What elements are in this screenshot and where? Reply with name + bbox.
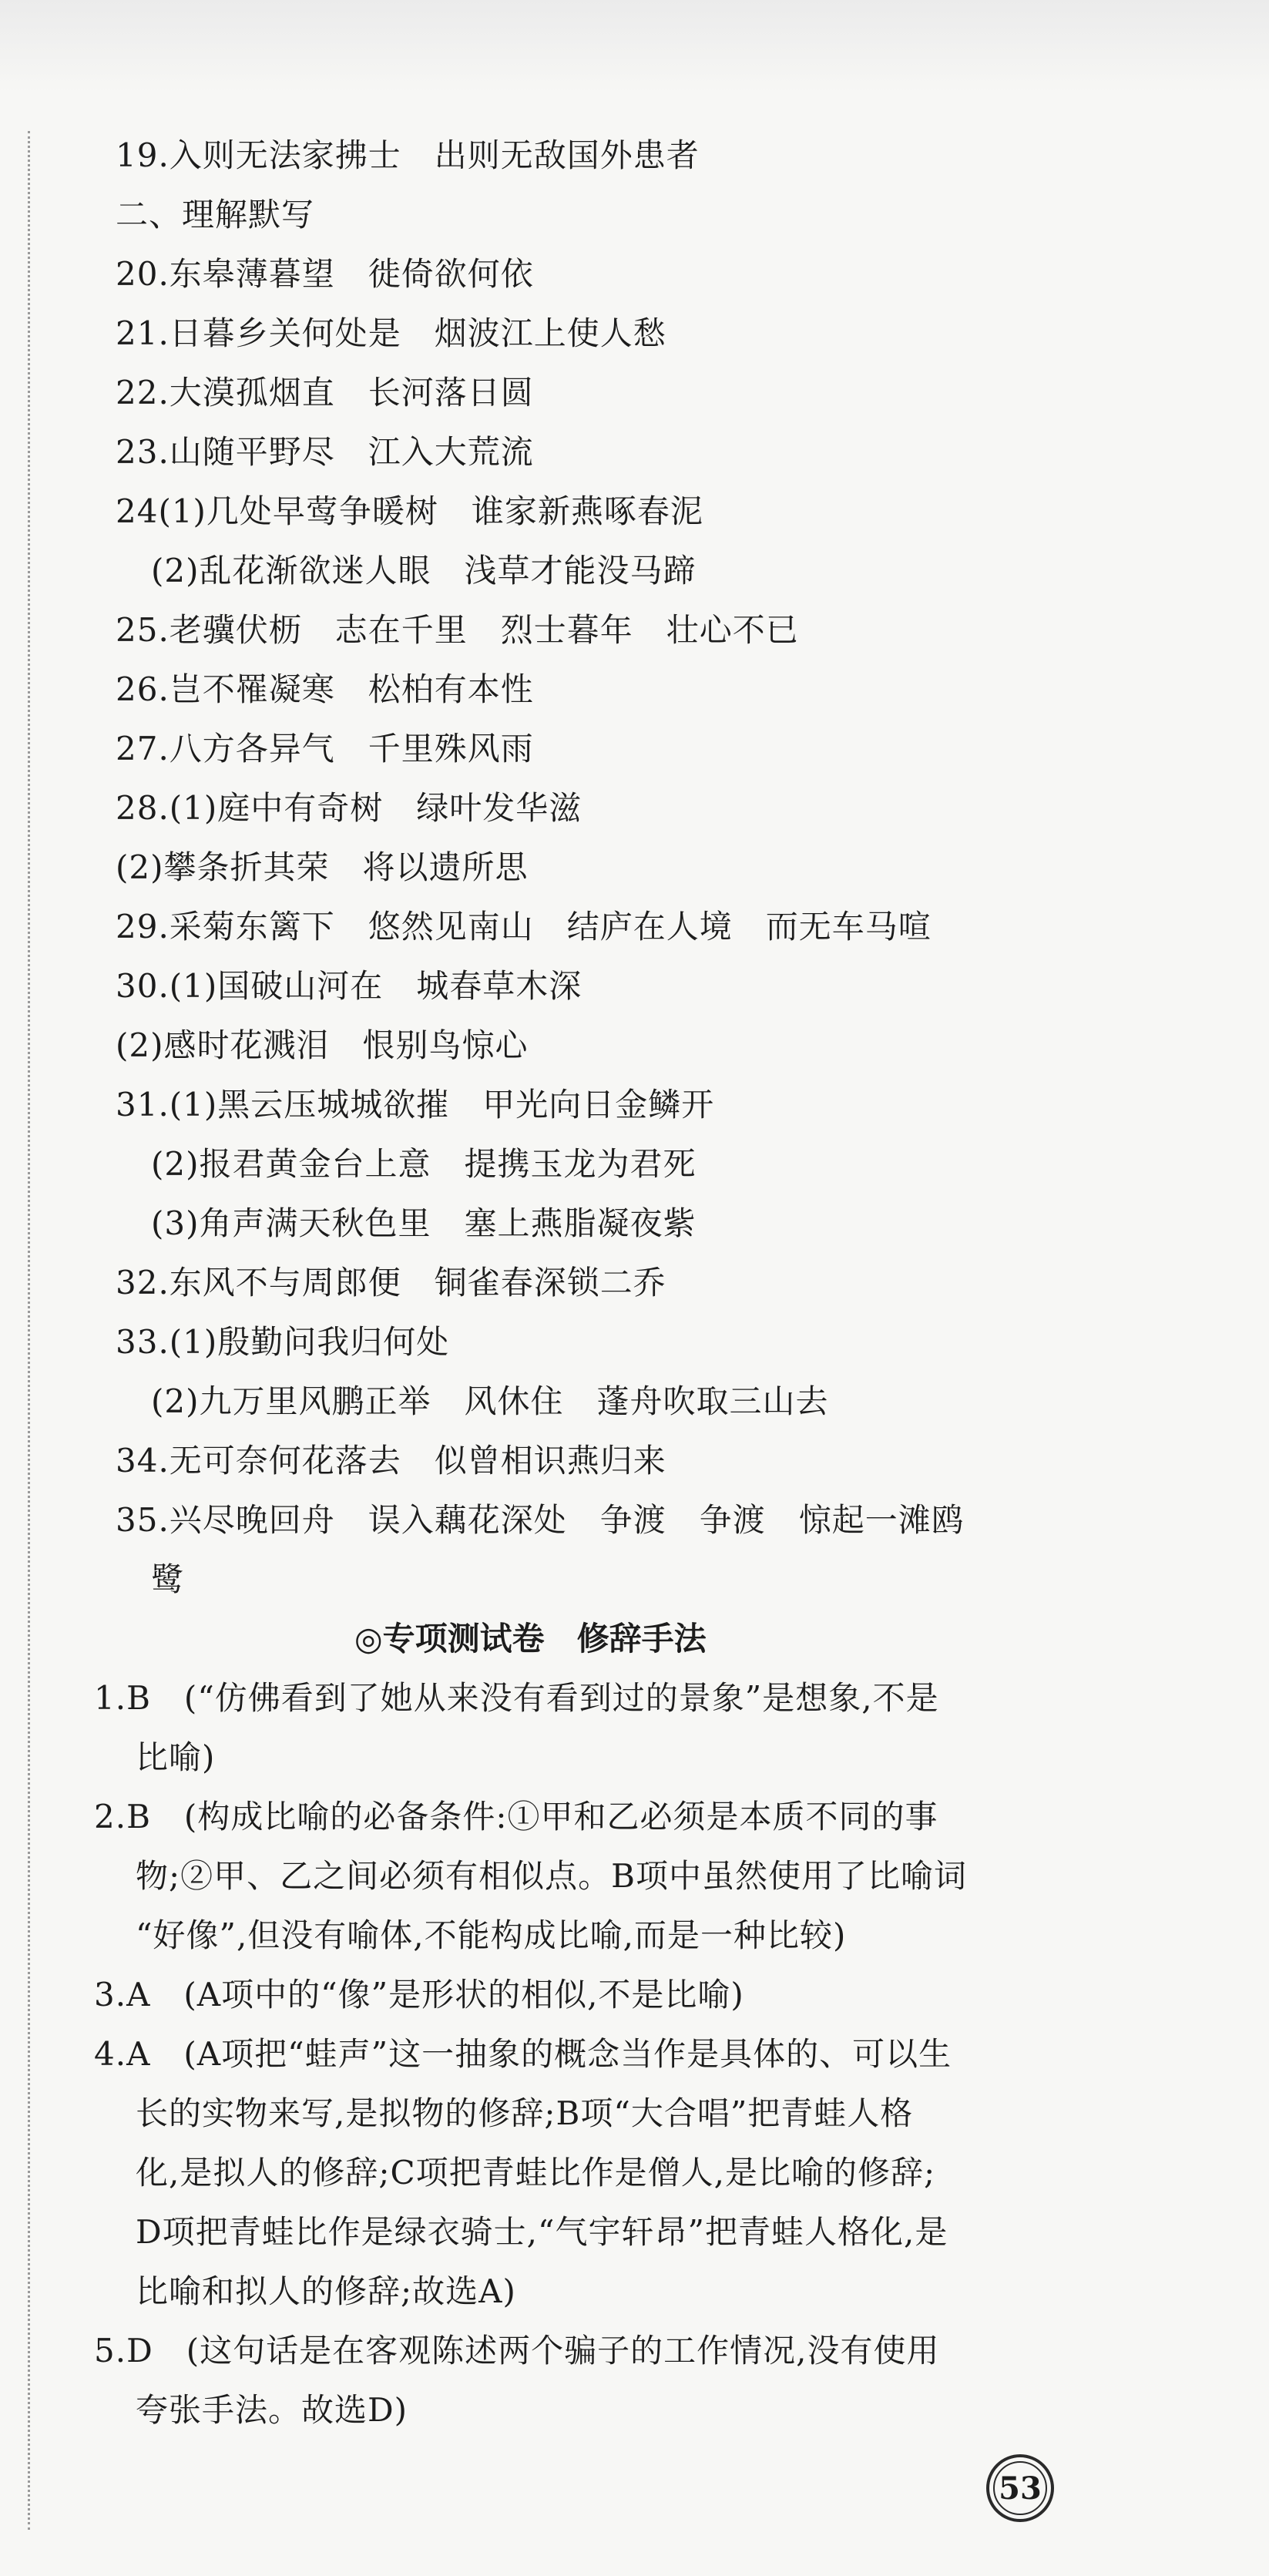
rhetoric-answer-2: 2.B (构成比喻的必备条件:①甲和乙必须是本质不同的事 — [94, 1798, 938, 1835]
answer-24-2: (2)乱花渐欲迷人眼 浅草才能没马蹄 — [151, 552, 697, 589]
rhetoric-answer-2-continued-1: 物;②甲、乙之间必须有相似点。B项中虽然使用了比喻词 — [136, 1857, 968, 1895]
answer-22: 22.大漠孤烟直 长河落日圆 — [116, 374, 534, 411]
answer-19: 19.入则无法家拂士 出则无敌国外患者 — [116, 136, 700, 174]
binding-margin — [28, 131, 30, 2530]
rhetoric-answer-4-continued-4: 比喻和拟人的修辞;故选A) — [136, 2272, 516, 2310]
answer-21: 21.日暮乡关何处是 烟波江上使人愁 — [116, 314, 666, 352]
rhetoric-answer-1: 1.B (“仿佛看到了她从来没有看到过的景象”是想象,不是 — [94, 1679, 939, 1717]
answer-26: 26.岂不罹凝寒 松柏有本性 — [116, 670, 534, 708]
answer-35-continued: 鹭 — [151, 1560, 185, 1598]
answer-30-2: (2)感时花溅泪 恨别鸟惊心 — [116, 1026, 529, 1064]
page-number-badge — [986, 2454, 1054, 2522]
rhetoric-answer-2-continued-2: “好像”,但没有喻体,不能构成比喻,而是一种比较) — [136, 1916, 847, 1954]
section-title: ◎专项测试卷 修辞手法 — [354, 1620, 707, 1657]
rhetoric-answer-1-continued: 比喻) — [136, 1738, 216, 1776]
answer-33-2: (2)九万里风鹏正举 风休住 蓬舟吹取三山去 — [151, 1382, 829, 1420]
answer-33-1: 33.(1)殷勤问我归何处 — [116, 1323, 450, 1361]
answer-35: 35.兴尽晚回舟 误入藕花深处 争渡 争渡 惊起一滩鸥 — [116, 1501, 965, 1539]
answer-30-1: 30.(1)国破山河在 城春草木深 — [116, 967, 582, 1005]
page-number: 53 — [999, 2470, 1042, 2507]
answer-31-2: (2)报君黄金台上意 提携玉龙为君死 — [151, 1145, 697, 1183]
answer-31-3: (3)角声满天秋色里 塞上燕脂凝夜紫 — [151, 1204, 697, 1242]
rhetoric-answer-4-continued-1: 长的实物来写,是拟物的修辞;B项“大合唱”把青蛙人格 — [136, 2094, 914, 2132]
heading-comprehension-dictation: 二、理解默写 — [116, 196, 315, 233]
answer-25: 25.老骥伏枥 志在千里 烈士暮年 壮心不已 — [116, 611, 799, 649]
rhetoric-answer-5-continued: 夸张手法。故选D) — [136, 2391, 408, 2429]
answer-34: 34.无可奈何花落去 似曾相识燕归来 — [116, 1442, 666, 1479]
rhetoric-answer-4-continued-3: D项把青蛙比作是绿衣骑士,“气宇轩昂”把青蛙人格化,是 — [136, 2213, 948, 2251]
rhetoric-answer-4: 4.A (A项把“蛙声”这一抽象的概念当作是具体的、可以生 — [94, 2035, 952, 2073]
answer-24-1: 24(1)几处早莺争暖树 谁家新燕啄春泥 — [116, 492, 703, 530]
page-top-shadow — [0, 0, 1269, 92]
answer-28-1: 28.(1)庭中有奇树 绿叶发华滋 — [116, 789, 582, 827]
answer-20: 20.东皋薄暮望 徙倚欲何依 — [116, 255, 534, 293]
answer-23: 23.山随平野尽 江入大荒流 — [116, 433, 534, 471]
answer-32: 32.东风不与周郎便 铜雀春深锁二乔 — [116, 1264, 666, 1301]
answer-31-1: 31.(1)黑云压城城欲摧 甲光向日金鳞开 — [116, 1086, 715, 1123]
answer-27: 27.八方各异气 千里殊风雨 — [116, 730, 534, 767]
rhetoric-answer-3: 3.A (A项中的“像”是形状的相似,不是比喻) — [94, 1976, 744, 2013]
rhetoric-answer-5: 5.D (这句话是在客观陈述两个骗子的工作情况,没有使用 — [94, 2332, 940, 2369]
rhetoric-answer-4-continued-2: 化,是拟人的修辞;C项把青蛙比作是僧人,是比喻的修辞; — [136, 2154, 936, 2191]
answer-28-2: (2)攀条折其荣 将以遗所思 — [116, 848, 529, 886]
answer-29: 29.采菊东篱下 悠然见南山 结庐在人境 而无车马喧 — [116, 908, 932, 945]
